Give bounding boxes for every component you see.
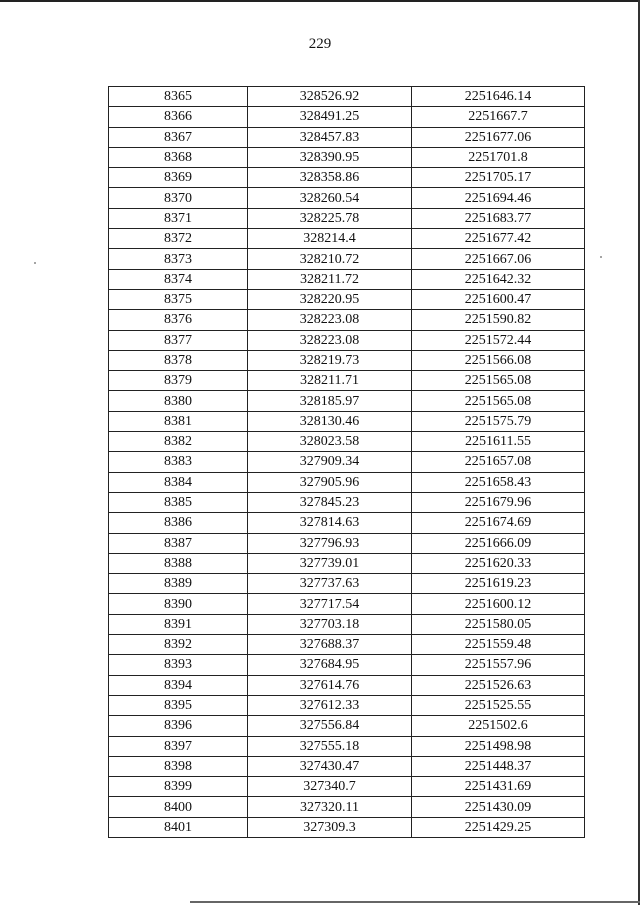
table-row <box>109 147 585 167</box>
table-row <box>109 432 585 452</box>
table-row <box>109 695 585 715</box>
x-coordinate-cell: 327739.01 <box>248 553 412 573</box>
y-coordinate-cell: 2251674.69 <box>412 513 585 533</box>
y-coordinate-cell: 2251525.55 <box>412 695 585 715</box>
x-coordinate-cell: 328223.08 <box>248 330 412 350</box>
point-number-cell: 8399 <box>109 777 248 797</box>
y-coordinate-cell: 2251611.55 <box>412 432 585 452</box>
y-coordinate-cell: 2251559.48 <box>412 635 585 655</box>
table-row <box>109 716 585 736</box>
table-row <box>109 513 585 533</box>
table-row <box>109 797 585 817</box>
page-edge-top <box>0 0 640 2</box>
point-number-cell: 8395 <box>109 695 248 715</box>
point-number-cell: 8372 <box>109 229 248 249</box>
x-coordinate-cell: 328219.73 <box>248 350 412 370</box>
table-row <box>109 107 585 127</box>
x-coordinate-cell: 328225.78 <box>248 208 412 228</box>
y-coordinate-cell: 2251642.32 <box>412 269 585 289</box>
table-row <box>109 553 585 573</box>
y-coordinate-cell: 2251572.44 <box>412 330 585 350</box>
y-coordinate-cell: 2251448.37 <box>412 756 585 776</box>
y-coordinate-cell: 2251667.06 <box>412 249 585 269</box>
page-number: 229 <box>308 36 332 52</box>
x-coordinate-cell: 328211.72 <box>248 269 412 289</box>
point-number-cell: 8391 <box>109 614 248 634</box>
point-number-cell: 8384 <box>109 472 248 492</box>
point-number-cell: 8368 <box>109 147 248 167</box>
x-coordinate-cell: 327555.18 <box>248 736 412 756</box>
x-coordinate-cell: 327556.84 <box>248 716 412 736</box>
point-number-cell: 8383 <box>109 452 248 472</box>
x-coordinate-cell: 327737.63 <box>248 574 412 594</box>
point-number-cell: 8373 <box>109 249 248 269</box>
point-number-cell: 8374 <box>109 269 248 289</box>
table-row <box>109 229 585 249</box>
table-row <box>109 350 585 370</box>
point-number-cell: 8365 <box>109 87 248 107</box>
y-coordinate-cell: 2251646.14 <box>412 87 585 107</box>
y-coordinate-cell: 2251580.05 <box>412 614 585 634</box>
coordinates-table <box>108 86 585 838</box>
x-coordinate-cell: 328260.54 <box>248 188 412 208</box>
y-coordinate-cell: 2251667.7 <box>412 107 585 127</box>
y-coordinate-cell: 2251694.46 <box>412 188 585 208</box>
coordinates-table-body <box>109 87 585 838</box>
table-row <box>109 188 585 208</box>
point-number-cell: 8401 <box>109 817 248 837</box>
y-coordinate-cell: 2251600.47 <box>412 289 585 309</box>
table-row <box>109 391 585 411</box>
table-row <box>109 635 585 655</box>
table-row <box>109 371 585 391</box>
x-coordinate-cell: 328130.46 <box>248 411 412 431</box>
y-coordinate-cell: 2251498.98 <box>412 736 585 756</box>
x-coordinate-cell: 327905.96 <box>248 472 412 492</box>
point-number-cell: 8379 <box>109 371 248 391</box>
y-coordinate-cell: 2251619.23 <box>412 574 585 594</box>
y-coordinate-cell: 2251666.09 <box>412 533 585 553</box>
scan-speck <box>600 256 602 258</box>
table-row <box>109 594 585 614</box>
point-number-cell: 8375 <box>109 289 248 309</box>
x-coordinate-cell: 327309.3 <box>248 817 412 837</box>
point-number-cell: 8393 <box>109 655 248 675</box>
point-number-cell: 8392 <box>109 635 248 655</box>
table-row <box>109 472 585 492</box>
y-coordinate-cell: 2251677.42 <box>412 229 585 249</box>
point-number-cell: 8398 <box>109 756 248 776</box>
point-number-cell: 8369 <box>109 168 248 188</box>
scan-speck <box>34 262 36 264</box>
y-coordinate-cell: 2251429.25 <box>412 817 585 837</box>
y-coordinate-cell: 2251620.33 <box>412 553 585 573</box>
x-coordinate-cell: 327614.76 <box>248 675 412 695</box>
y-coordinate-cell: 2251502.6 <box>412 716 585 736</box>
y-coordinate-cell: 2251557.96 <box>412 655 585 675</box>
point-number-cell: 8376 <box>109 310 248 330</box>
point-number-cell: 8390 <box>109 594 248 614</box>
page-edge-bottom <box>190 901 640 903</box>
table-row <box>109 310 585 330</box>
table-row <box>109 533 585 553</box>
table-row <box>109 269 585 289</box>
y-coordinate-cell: 2251430.09 <box>412 797 585 817</box>
y-coordinate-cell: 2251431.69 <box>412 777 585 797</box>
point-number-cell: 8378 <box>109 350 248 370</box>
x-coordinate-cell: 328390.95 <box>248 147 412 167</box>
x-coordinate-cell: 328457.83 <box>248 127 412 147</box>
point-number-cell: 8396 <box>109 716 248 736</box>
x-coordinate-cell: 327430.47 <box>248 756 412 776</box>
x-coordinate-cell: 327688.37 <box>248 635 412 655</box>
y-coordinate-cell: 2251679.96 <box>412 492 585 512</box>
point-number-cell: 8386 <box>109 513 248 533</box>
x-coordinate-cell: 328210.72 <box>248 249 412 269</box>
table-row <box>109 330 585 350</box>
x-coordinate-cell: 328023.58 <box>248 432 412 452</box>
table-row <box>109 736 585 756</box>
x-coordinate-cell: 327845.23 <box>248 492 412 512</box>
point-number-cell: 8382 <box>109 432 248 452</box>
coordinates-table-container <box>108 86 584 838</box>
table-row <box>109 614 585 634</box>
x-coordinate-cell: 327717.54 <box>248 594 412 614</box>
point-number-cell: 8380 <box>109 391 248 411</box>
point-number-cell: 8400 <box>109 797 248 817</box>
table-row <box>109 208 585 228</box>
table-row <box>109 249 585 269</box>
y-coordinate-cell: 2251526.63 <box>412 675 585 695</box>
y-coordinate-cell: 2251683.77 <box>412 208 585 228</box>
point-number-cell: 8387 <box>109 533 248 553</box>
x-coordinate-cell: 328526.92 <box>248 87 412 107</box>
x-coordinate-cell: 327703.18 <box>248 614 412 634</box>
table-row <box>109 87 585 107</box>
x-coordinate-cell: 328358.86 <box>248 168 412 188</box>
y-coordinate-cell: 2251600.12 <box>412 594 585 614</box>
x-coordinate-cell: 328220.95 <box>248 289 412 309</box>
y-coordinate-cell: 2251566.08 <box>412 350 585 370</box>
point-number-cell: 8389 <box>109 574 248 594</box>
y-coordinate-cell: 2251658.43 <box>412 472 585 492</box>
point-number-cell: 8394 <box>109 675 248 695</box>
point-number-cell: 8381 <box>109 411 248 431</box>
y-coordinate-cell: 2251565.08 <box>412 371 585 391</box>
x-coordinate-cell: 328211.71 <box>248 371 412 391</box>
table-row <box>109 168 585 188</box>
x-coordinate-cell: 327612.33 <box>248 695 412 715</box>
table-row <box>109 492 585 512</box>
point-number-cell: 8397 <box>109 736 248 756</box>
y-coordinate-cell: 2251590.82 <box>412 310 585 330</box>
x-coordinate-cell: 327796.93 <box>248 533 412 553</box>
table-row <box>109 574 585 594</box>
table-row <box>109 127 585 147</box>
point-number-cell: 8388 <box>109 553 248 573</box>
point-number-cell: 8367 <box>109 127 248 147</box>
table-row <box>109 817 585 837</box>
point-number-cell: 8371 <box>109 208 248 228</box>
point-number-cell: 8377 <box>109 330 248 350</box>
y-coordinate-cell: 2251565.08 <box>412 391 585 411</box>
x-coordinate-cell: 327340.7 <box>248 777 412 797</box>
point-number-cell: 8370 <box>109 188 248 208</box>
table-row <box>109 452 585 472</box>
table-row <box>109 756 585 776</box>
table-row <box>109 675 585 695</box>
x-coordinate-cell: 328491.25 <box>248 107 412 127</box>
table-row <box>109 411 585 431</box>
x-coordinate-cell: 328185.97 <box>248 391 412 411</box>
y-coordinate-cell: 2251705.17 <box>412 168 585 188</box>
y-coordinate-cell: 2251657.08 <box>412 452 585 472</box>
x-coordinate-cell: 327684.95 <box>248 655 412 675</box>
x-coordinate-cell: 327320.11 <box>248 797 412 817</box>
table-row <box>109 289 585 309</box>
x-coordinate-cell: 327814.63 <box>248 513 412 533</box>
point-number-cell: 8366 <box>109 107 248 127</box>
y-coordinate-cell: 2251677.06 <box>412 127 585 147</box>
y-coordinate-cell: 2251701.8 <box>412 147 585 167</box>
x-coordinate-cell: 328214.4 <box>248 229 412 249</box>
point-number-cell: 8385 <box>109 492 248 512</box>
table-row <box>109 655 585 675</box>
table-row <box>109 777 585 797</box>
y-coordinate-cell: 2251575.79 <box>412 411 585 431</box>
x-coordinate-cell: 328223.08 <box>248 310 412 330</box>
x-coordinate-cell: 327909.34 <box>248 452 412 472</box>
